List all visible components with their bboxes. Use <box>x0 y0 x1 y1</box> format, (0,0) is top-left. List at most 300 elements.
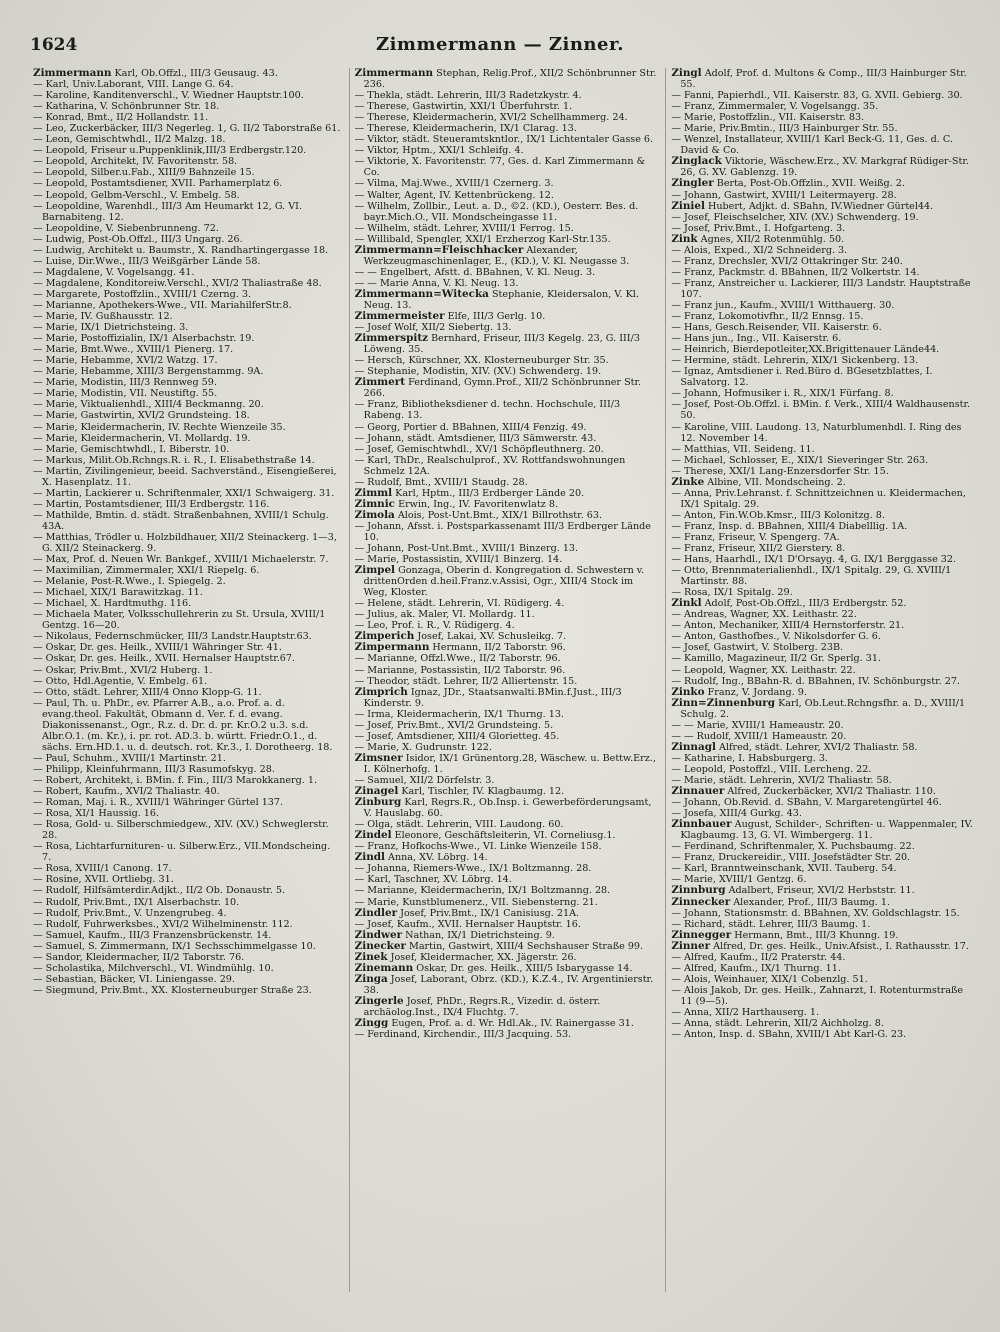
entry-surname: Zinecker <box>354 939 406 952</box>
directory-entry <box>671 863 974 874</box>
directory-entry <box>671 223 974 234</box>
entry-text: — Franz, Insp. d. BBahnen, XIII/4 Diabelllig. 1A. <box>671 520 908 532</box>
entry-text: — Johann, Stationsmstr. d. BBahnen, XV. Goldschlagstr. 15. <box>671 907 960 919</box>
entry-text: Bernhard, Friseur, III/3 Kegelg. 23, G. III/3 Löweng. 35. <box>363 333 640 356</box>
entry-text: — Maximilian, Zimmermaler, XXI/1 Riepelg. 6. <box>33 565 260 577</box>
page-header <box>30 34 970 60</box>
entry-text: — Marie, Hebamme, XIII/3 Bergenstammg. 9A. <box>33 366 264 378</box>
directory-entry <box>33 753 341 764</box>
entry-text: — Leopoldine, V. Siebenbrunneng. 72. <box>33 222 219 234</box>
entry-text: — Josef Wolf, XII/2 Siebertg. 13. <box>354 322 512 334</box>
directory-entry <box>355 797 658 819</box>
directory-entry <box>33 665 341 676</box>
entry-surname: Zink <box>671 232 698 245</box>
directory-entry <box>671 134 974 156</box>
directory-entry <box>355 455 658 477</box>
entry-surname: Zimml <box>354 486 393 499</box>
entry-text: — Andreas, Wagner, XX. Leithastr. 22. <box>671 609 857 621</box>
directory-entry <box>671 1007 974 1018</box>
directory-entry <box>671 786 974 797</box>
entry-text: — Marie, Viktualienhdl., XIII/4 Beckmanng. 20. <box>33 399 264 411</box>
entry-surname: Zimmermann=Fleischhacker <box>354 243 524 256</box>
entry-surname: Zinagel <box>354 785 399 798</box>
directory-entry <box>355 90 658 101</box>
entry-text: — Marie, Hebamme, XVI/2 Watzg. 17. <box>33 355 218 367</box>
directory-entry <box>33 808 341 819</box>
directory-entry <box>671 653 974 664</box>
entry-text: — Leon, Gemischtwhdl., II/2 Malzg. 18. <box>33 134 226 146</box>
directory-entry <box>355 134 658 145</box>
directory-entry <box>671 554 974 565</box>
directory-entry <box>671 156 974 178</box>
directory-entry <box>355 874 658 885</box>
entry-text: Karl, Regrs.R., Ob.Insp. i. Gewerbeförderungsamt, V. Hauslabg. 60. <box>363 797 652 820</box>
entry-text: — Ferdinand, Kirchendir., III/3 Jacquing. 53. <box>354 1029 572 1041</box>
entry-columns <box>32 68 974 1292</box>
directory-entry <box>355 709 658 720</box>
directory-entry <box>33 333 341 344</box>
directory-entry <box>33 631 341 642</box>
directory-entry <box>33 300 341 311</box>
column-left <box>32 68 341 1292</box>
entry-text: — Michael, XIX/1 Barawitzkag. 11. <box>33 587 203 599</box>
entry-text: Alfred, städt. Lehrer, XVI/2 Thaliastr. 58. <box>715 741 918 753</box>
directory-entry <box>355 1029 658 1040</box>
directory-entry <box>671 455 974 466</box>
entry-text: — Otto, Hdl.Agentie, V. Embelg. 61. <box>33 675 208 687</box>
entry-text: — Therese, Kleidermacherin, IX/1 Clarag. 13. <box>354 123 577 135</box>
entry-text: — Marie, Bmt.Wwe., XVIII/1 Pienerg. 17. <box>33 344 234 356</box>
directory-entry <box>671 101 974 112</box>
directory-entry <box>33 941 341 952</box>
entry-surname: Zimprich <box>354 685 408 698</box>
entry-text: August, Schilder-, Schriften- u. Wappenmaler, IV. Klagbaumg. 13, G. VI. Wimbergerg. 11. <box>680 819 973 842</box>
entry-surname: Zinnagl <box>671 740 716 753</box>
directory-entry <box>33 642 341 653</box>
directory-entry <box>355 289 658 311</box>
directory-entry <box>355 731 658 742</box>
entry-text: Stephanie, Kleidersalon, V. Kl. Neug. 13. <box>363 288 639 311</box>
entry-text: — Fanni, Papierhdl., VII. Kaiserstr. 83, G. XVII. Gebierg. 30. <box>671 90 963 102</box>
entry-text: — Ludwig, Architekt u. Baumstr., X. Randhartingergasse 18. <box>33 244 329 256</box>
directory-entry <box>33 885 341 896</box>
directory-entry <box>671 642 974 653</box>
entry-text: — Marie, Gastwirtin, XVI/2 Grundsteing. 18. <box>33 410 250 422</box>
directory-entry <box>671 797 974 808</box>
directory-entry <box>33 444 341 455</box>
entry-text: — Josef, Post-Ob.Offzl. i. BMin. f. Verk., XIII/4 Waldhausenstr. 50. <box>671 399 971 422</box>
directory-entry <box>355 422 658 433</box>
entry-text: — Johann, Post-Unt.Bmt., XVIII/1 Binzerg. 13. <box>354 543 579 555</box>
entry-text: — Therese, Kleidermacherin, XVI/2 Schellhammerg. 24. <box>354 112 628 124</box>
entry-text: Eugen, Prof. a. d. Wr. Hdl.Ak., IV. Rainergasse 31. <box>388 1018 634 1030</box>
entry-text: — Michael, X. Hardtmuthg. 116. <box>33 598 192 610</box>
entry-text: Josef, Priv.Bmt., IX/1 Canisiusg. 21A. <box>397 907 580 919</box>
entry-text: — — Rudolf, XVIII/1 Hameaustr. 20. <box>671 730 847 742</box>
directory-entry <box>671 510 974 521</box>
entry-text: — Josef, Priv.Bmt., I. Hofgarteng. 3. <box>671 222 846 234</box>
directory-entry <box>671 322 974 333</box>
entry-text: — Anton, Insp. d. SBahn, XVIII/1 Abt Karl-G. 23. <box>671 1029 907 1041</box>
directory-entry <box>355 499 658 510</box>
entry-text: — Nikolaus, Federnschmücker, III/3 Landstr.Hauptstr.63. <box>33 631 312 643</box>
directory-entry <box>671 521 974 532</box>
directory-entry <box>671 620 974 631</box>
directory-entry <box>355 333 658 355</box>
directory-entry <box>355 123 658 134</box>
directory-entry <box>671 543 974 554</box>
directory-entry <box>671 444 974 455</box>
entry-text: — Mathilde, Bmtin. d. städt. Straßenbahnen, XVIII/1 Schulg. 43A. <box>33 509 329 532</box>
directory-entry <box>355 355 658 366</box>
directory-entry <box>671 234 974 245</box>
entry-text: — Irma, Kleidermacherin, IX/1 Thurng. 13. <box>354 708 564 720</box>
entry-text: — Hans, Gesch.Reisender, VII. Kaiserstr. 6. <box>671 322 882 334</box>
entry-text: — Karl, Univ.Laborant, VIII. Lange G. 64. <box>33 79 234 91</box>
entry-text: — Helene, städt. Lehrerin, VI. Rüdigerg. 4. <box>354 598 565 610</box>
directory-entry <box>33 167 341 178</box>
entry-text: — Rudolf, Bmt., XVIII/1 Staudg. 28. <box>354 476 528 488</box>
entry-surname: Zindl <box>354 851 385 864</box>
entry-text: — Leopold, Friseur u.Puppenklinik,III/3 Erdbergstr.120. <box>33 145 307 157</box>
entry-text: — Anton, Fin.W.Ob.Kmsr., III/3 Kolonitzg. 8. <box>671 509 885 521</box>
entry-text: — Franz, Bibliotheksdiener d. techn. Hochschule, III/3 Rabeng. 13. <box>354 399 621 422</box>
directory-entry <box>355 908 658 919</box>
directory-entry <box>671 742 974 753</box>
directory-entry <box>33 510 341 532</box>
entry-text: — Marie, Kleidermacherin, VI. Mollardg. 19. <box>33 432 251 444</box>
entry-surname: Zindel <box>354 829 392 842</box>
directory-entry <box>671 631 974 642</box>
directory-entry <box>671 190 974 201</box>
directory-entry <box>355 201 658 223</box>
entry-text: — Hersch, Kürschner, XX. Klosterneuburger Str. 35. <box>354 355 609 367</box>
entry-text: — Josef, Priv.Bmt., XVI/2 Grundsteing. 5. <box>354 719 554 731</box>
entry-text: — Viktor, städt. Steueramtskntlor., IX/1 Lichtentaler Gasse 6. <box>354 134 654 146</box>
entry-text: — Franz, Drechsler, XVI/2 Ottakringer Str. 240. <box>671 255 903 267</box>
directory-entry <box>355 554 658 565</box>
entry-text: — Georg, Portier d. BBahnen, XIII/4 Fenzig. 49. <box>354 421 587 433</box>
directory-entry <box>671 344 974 355</box>
entry-text: — Franz, Zimmermaler, V. Vogelsangg. 35. <box>671 101 879 113</box>
entry-text: — Hermine, städt. Lehrerin, XIX/1 Sickenberg. 13. <box>671 355 919 367</box>
directory-entry <box>671 698 974 720</box>
entry-surname: Zindler <box>354 906 398 919</box>
entry-text: — Josef, Amtsdiener, XIII/4 Glorietteg. 45. <box>354 730 560 742</box>
directory-entry <box>671 256 974 267</box>
entry-text: — Richard, städt. Lehrer, III/3 Baumg. 1. <box>671 918 871 930</box>
entry-text: — Johann, Gastwirt, XVIII/1 Leitermayerg. 28. <box>671 189 897 201</box>
entry-text: — Max, Prof. d. Neuen Wr. Bankgef., XVIII/1 Michaelerstr. 7. <box>33 554 329 566</box>
directory-entry <box>33 178 341 189</box>
directory-entry <box>671 598 974 609</box>
entry-text: — Marie, Modistin, VII. Neustiftg. 55. <box>33 388 218 400</box>
directory-entry <box>671 68 974 90</box>
entry-text: — Anna, XII/2 Harthauserg. 1. <box>671 1006 820 1018</box>
entry-surname: Zimmerspitz <box>354 332 429 345</box>
directory-entry <box>671 90 974 101</box>
entry-text: — Therese, Gastwirtin, XXI/1 Überfuhrstr. 1. <box>354 101 573 113</box>
directory-entry <box>33 234 341 245</box>
entry-text: Oskar, Dr. ges. Heilk., XIII/5 Isbarygasse 14. <box>413 962 633 974</box>
directory-entry <box>355 996 658 1018</box>
entry-text: — Alois, Exped., XI/2 Schneiderg. 3. <box>671 244 848 256</box>
directory-entry <box>355 720 658 731</box>
entry-text: Josef, Laborant, Obrz. (KD.), K.Z.4., IV. Argentinierstr. 38. <box>363 973 654 996</box>
entry-text: — Marie, Kleidermacherin, IV. Rechte Wienzeile 35. <box>33 421 286 433</box>
directory-entry <box>671 123 974 134</box>
entry-text: Hubert, Adjkt. d. SBahn, IV.Wiedner Gürtel44. <box>704 200 934 212</box>
entry-text: — Marie, IV. Gußhausstr. 12. <box>33 311 173 323</box>
entry-text: — Roman, Maj. i. R., XVIII/1 Währinger Gürtel 137. <box>33 797 284 809</box>
entry-text: Stephan, Relig.Prof., XII/2 Schönbrunner Str. 236. <box>363 68 657 91</box>
directory-entry <box>671 841 974 852</box>
directory-entry <box>355 245 658 267</box>
directory-entry <box>671 985 974 1007</box>
entry-text: — Hans jun., Ing., VII. Kaiserstr. 6. <box>671 333 842 345</box>
entry-text: — Luise, Dir.Wwe., III/3 Weißgärber Lände 58. <box>33 255 261 267</box>
entry-text: Josef, Lakai, XV. Schusleikg. 7. <box>414 631 567 643</box>
directory-entry <box>355 112 658 123</box>
entry-surname: Zimola <box>354 508 395 521</box>
entry-text: — Rosa, Lichtarfurnituren- u. Silberw.Erz., VII.Mondscheing. 7. <box>33 841 331 864</box>
directory-entry <box>33 775 341 786</box>
directory-entry <box>671 753 974 764</box>
entry-text: — Margarete, Postoffzlin., XVIII/1 Czerng. 3. <box>33 288 252 300</box>
directory-entry <box>33 985 341 996</box>
directory-entry <box>355 565 658 598</box>
directory-entry <box>671 930 974 941</box>
directory-entry <box>33 90 341 101</box>
entry-text: — Johann, Ob.Revid. d. SBahn, V. Margaretengürtel 46. <box>671 797 942 809</box>
entry-text: — Oskar, Dr. ges. Heilk., XVII. Hernalser Hauptstr.67. <box>33 653 296 665</box>
directory-entry <box>33 377 341 388</box>
entry-surname: Zimmermeister <box>354 310 445 323</box>
entry-text: — Anton, Mechaniker, XIII/4 Hernstorferstr. 21. <box>671 620 905 632</box>
entry-text: — Leopold, Silber.u.Fab., XIII/9 Bahnzeile 15. <box>33 167 255 179</box>
directory-entry <box>671 852 974 863</box>
directory-entry <box>355 223 658 234</box>
entry-text: — Katharina, V. Schönbrunner Str. 18. <box>33 101 220 113</box>
entry-text: — Leo, Prof. i. R., V. Rüdigerg. 4. <box>354 620 515 632</box>
directory-entry <box>33 974 341 985</box>
entry-text: Adolf, Prof. d. Multons & Comp., III/3 Hainburger Str. 55. <box>680 68 967 91</box>
directory-entry <box>671 466 974 477</box>
entry-text: Elfe, III/3 Gerlg. 10. <box>444 311 546 323</box>
entry-text: — Walter, Agent, IV. Kettenbrückeng. 12. <box>354 189 554 201</box>
entry-text: — Willibald, Spengler, XXI/1 Erzherzog Karl-Str.135. <box>354 233 611 245</box>
directory-entry <box>671 278 974 300</box>
entry-text: Martin, Gastwirt, XIII/4 Sechshauser Straße 99. <box>405 940 644 952</box>
entry-text: — Marie, Priv.Bmtin., III/3 Hainburger Str. 55. <box>671 123 898 135</box>
entry-text: — Julius, ak. Maler, VI. Mollardg. 11. <box>354 609 535 621</box>
directory-entry <box>33 355 341 366</box>
entry-text: — Marie, Postoffizialin, IX/1 Alserbachstr. 19. <box>33 333 255 345</box>
entry-text: — Scholastika, Milchverschl., VI. Windmühlg. 10. <box>33 962 274 974</box>
entry-text: Agnes, XII/2 Rotenmühlg. 50. <box>697 233 845 245</box>
entry-surname: Zimsner <box>354 751 403 764</box>
entry-text: — Rudolf, Hilfsämterdir.Adjkt., II/2 Ob. Donaustr. 5. <box>33 885 286 897</box>
directory-entry <box>33 930 341 941</box>
entry-text: Gonzaga, Oberin d. Kongregation d. Schwestern v. drittenOrden d.heil.Franz.v.Assisi, Ogr., XIII/4 Stock im Weg, Kloster. <box>363 565 645 599</box>
entry-text: Alfred, Zuckerbäcker, XVI/2 Thaliastr. 110. <box>724 786 936 798</box>
entry-text: — Franz jun., Kaufm., XVIII/1 Witthauerg. 30. <box>671 299 895 311</box>
directory-entry <box>33 587 341 598</box>
entry-text: — Sandor, Kleidermacher, II/2 Taborstr. 76. <box>33 951 245 963</box>
directory-entry <box>355 753 658 775</box>
directory-entry <box>33 819 341 841</box>
entry-surname: Zingler <box>671 177 714 190</box>
entry-text: — Marianne, Offzl.Wwe., II/2 Taborstr. 96. <box>354 653 561 665</box>
entry-text: — Matthias, VII. Seideng. 11. <box>671 443 815 455</box>
directory-entry <box>33 101 341 112</box>
entry-surname: Zingerle <box>354 994 404 1007</box>
entry-text: — Michael, Schlosser, E., XIX/1 Sieveringer Str. 263. <box>671 454 929 466</box>
entry-text: — Marie, XVIII/1 Gentzg. 6. <box>671 874 807 886</box>
directory-entry <box>671 665 974 676</box>
entry-text: — Marianne, Apothekers-Wwe., VII. MariahilferStr.8. <box>33 299 292 311</box>
directory-entry <box>33 256 341 267</box>
entry-text: — Rosa, Gold- u. Silberschmiedgew., XIV. (XV.) Schweglerstr. 28. <box>33 819 329 842</box>
directory-entry <box>33 598 341 609</box>
directory-entry <box>33 278 341 289</box>
entry-text: — Josef, Fleischselcher, XIV. (XV.) Schwenderg. 19. <box>671 211 919 223</box>
entry-text: Adalbert, Friseur, XVI/2 Herbststr. 11. <box>725 885 915 897</box>
directory-entry <box>671 300 974 311</box>
directory-entry <box>671 477 974 488</box>
entry-text: — Johann, Hofmusiker i. R., XIX/1 Fürfang. 8. <box>671 388 894 400</box>
directory-entry <box>671 311 974 322</box>
entry-text: — Johanna, Riemers-Wwe., IX/1 Boltzmanng. 28. <box>354 863 592 875</box>
entry-text: — Samuel, Kaufm., III/3 Franzensbrückenstr. 14. <box>33 929 272 941</box>
directory-entry <box>671 388 974 399</box>
directory-entry <box>33 698 341 753</box>
entry-text: — Alfred, Kaufm., IX/1 Thurng. 11. <box>671 962 841 974</box>
directory-entry <box>33 79 341 90</box>
entry-text: — Karl, Branntweinschank, XVII. Tauberg. 54. <box>671 863 897 875</box>
directory-entry <box>355 156 658 178</box>
directory-entry <box>33 952 341 963</box>
directory-entry <box>671 764 974 775</box>
entry-text: — Oskar, Priv.Bmt., XVI/2 Huberg. 1. <box>33 664 213 676</box>
entry-text: — Wilhelm, städt. Lehrer, XVIII/1 Ferrog. 15. <box>354 222 574 234</box>
entry-text: — Anna, Priv.Lehranst. f. Schnittzeichnen u. Kleidermachen, IX/1 Spitalg. 29. <box>671 487 966 510</box>
directory-entry <box>33 499 341 510</box>
entry-surname: Zimmermann=Witecka <box>354 287 489 300</box>
directory-entry <box>671 676 974 687</box>
directory-entry <box>355 609 658 620</box>
entry-text: — Samuel, S. Zimmermann, IX/1 Sechsschimmelgasse 10. <box>33 940 316 952</box>
entry-text: — Franz, Packmstr. d. BBahnen, II/2 Volkertstr. 14. <box>671 266 920 278</box>
directory-entry <box>33 764 341 775</box>
directory-entry <box>33 532 341 554</box>
entry-text: — Marie, Postoffzlin., VII. Kaiserstr. 83. <box>671 112 865 124</box>
directory-entry <box>671 952 974 963</box>
entry-text: Josef, PhDr., Regrs.R., Vizedir. d. österr. archäolog.Inst., IX/4 Fluchtg. 7. <box>363 995 601 1018</box>
entry-text: Franz, V. Jordang. 9. <box>704 686 807 698</box>
entry-text: — Philipp, Kleinfuhrmann, III/3 Rasumofskyg. 28. <box>33 763 275 775</box>
entry-text: — Leopold, Wagner, XX. Leithastr. 22. <box>671 664 856 676</box>
entry-text: — — Engelbert, Afstt. d. BBahnen, V. Kl. Neug. 3. <box>354 266 596 278</box>
directory-entry <box>671 355 974 366</box>
entry-text: Viktorie, Wäschew.Erz., XV. Markgraf Rüdiger-Str. 26, G. XV. Gablenzg. 19. <box>680 156 969 179</box>
directory-entry <box>33 123 341 134</box>
directory-entry <box>355 399 658 421</box>
running-title: Zimmermann — Zinner. <box>375 34 625 55</box>
entry-text: — Karl, Taschner, XV. Löbrg. 14. <box>354 874 512 886</box>
directory-entry <box>671 609 974 620</box>
entry-surname: Zimmert <box>354 376 406 389</box>
entry-text: — Josef, Gemischtwhdl., XV/1 Schöpfleuthnerg. 20. <box>354 443 604 455</box>
entry-text: — Marie, Modistin, III/3 Rennweg 59. <box>33 377 217 389</box>
directory-entry <box>671 963 974 974</box>
entry-text: — Martin, Lackierer u. Schriftenmaler, XXI/1 Schwaigerg. 31. <box>33 487 335 499</box>
directory-entry <box>33 963 341 974</box>
directory-entry <box>33 897 341 908</box>
directory-entry <box>671 819 974 841</box>
directory-entry <box>355 941 658 952</box>
column-right <box>665 68 974 1292</box>
directory-entry <box>33 874 341 885</box>
directory-entry <box>33 455 341 466</box>
entry-text: — Matthias, Trödler u. Holzbildhauer, XII/2 Steinackerg. 1—3, G. XII/2 Steinackerg. 9. <box>33 531 337 555</box>
entry-surname: Zimpel <box>354 564 396 577</box>
entry-text: Ignaz, JDr., Staatsanwalti.BMin.f.Just., III/3 Kinderstr. 9. <box>363 686 622 709</box>
entry-text: — Marie, Postassistin, XVIII/1 Binzerg. 14. <box>354 554 563 566</box>
entry-text: — Franz, Friseur, V. Spengerg. 7A. <box>671 531 840 543</box>
entry-surname: Zingg <box>354 1017 389 1030</box>
entry-text: — Rudolf, Ing., BBahn-R. d. BBahnen, IV. Schönburgstr. 27. <box>671 675 960 687</box>
directory-entry <box>355 521 658 543</box>
directory-entry <box>671 212 974 223</box>
entry-text: — Rosa, XI/1 Haussig. 16. <box>33 808 160 820</box>
entry-surname: Ziniel <box>671 199 705 212</box>
directory-entry <box>33 565 341 576</box>
directory-entry <box>355 433 658 444</box>
directory-entry <box>355 178 658 189</box>
entry-surname: Zinglack <box>671 155 722 168</box>
entry-text: — Markus, Milit.Ob.Rchngs.R. i. R., I. Elisabethstraße 14. <box>33 454 315 466</box>
directory-entry <box>33 156 341 167</box>
entry-text: — Viktorie, X. Favoritenstr. 77, Ges. d. Karl Zimmermann & Co. <box>354 156 646 179</box>
entry-text: — Rudolf, Fuhrwerksbes., XVI/2 Wilhelminenstr. 112. <box>33 918 293 930</box>
directory-entry <box>355 510 658 521</box>
directory-entry <box>671 731 974 742</box>
entry-surname: Zinemann <box>354 961 414 974</box>
directory-entry <box>355 377 658 399</box>
entry-text: — Marianne, Postassistin, II/2 Taborstr. 96. <box>354 664 566 676</box>
directory-entry <box>671 974 974 985</box>
directory-entry <box>33 554 341 565</box>
entry-text: — Josefa, XIII/4 Gurkg. 43. <box>671 808 802 820</box>
directory-entry <box>671 941 974 952</box>
directory-entry <box>355 653 658 664</box>
directory-entry <box>33 388 341 399</box>
entry-text: Hermann, Bmt., III/3 Khunng. 19. <box>731 929 899 941</box>
directory-entry <box>33 786 341 797</box>
entry-text: — Franz, Anstreicher u. Lackierer, III/3 Landstr. Hauptstraße 107. <box>671 277 971 300</box>
directory-entry <box>671 366 974 388</box>
entry-surname: Zinnburg <box>671 884 726 897</box>
directory-entry <box>671 399 974 421</box>
entry-text: Josef, Kleidermacher, XX. Jägerstr. 26. <box>387 951 577 963</box>
entry-text: Alexander, Prof., III/3 Baumg. 1. <box>730 896 891 908</box>
entry-text: — Karoline, Kanditenverschl., V. Wiedner Hauptstr.100. <box>33 90 304 102</box>
entry-text: — Ignaz, Amtsdiener i. Red.Büro d. BGesetzblattes, I. Salvatorg. 12. <box>671 366 933 389</box>
entry-text: Berta, Post-Ob.Offzlin., XVII. Weißg. 2. <box>713 178 905 190</box>
directory-entry <box>355 974 658 996</box>
directory-entry <box>33 245 341 256</box>
